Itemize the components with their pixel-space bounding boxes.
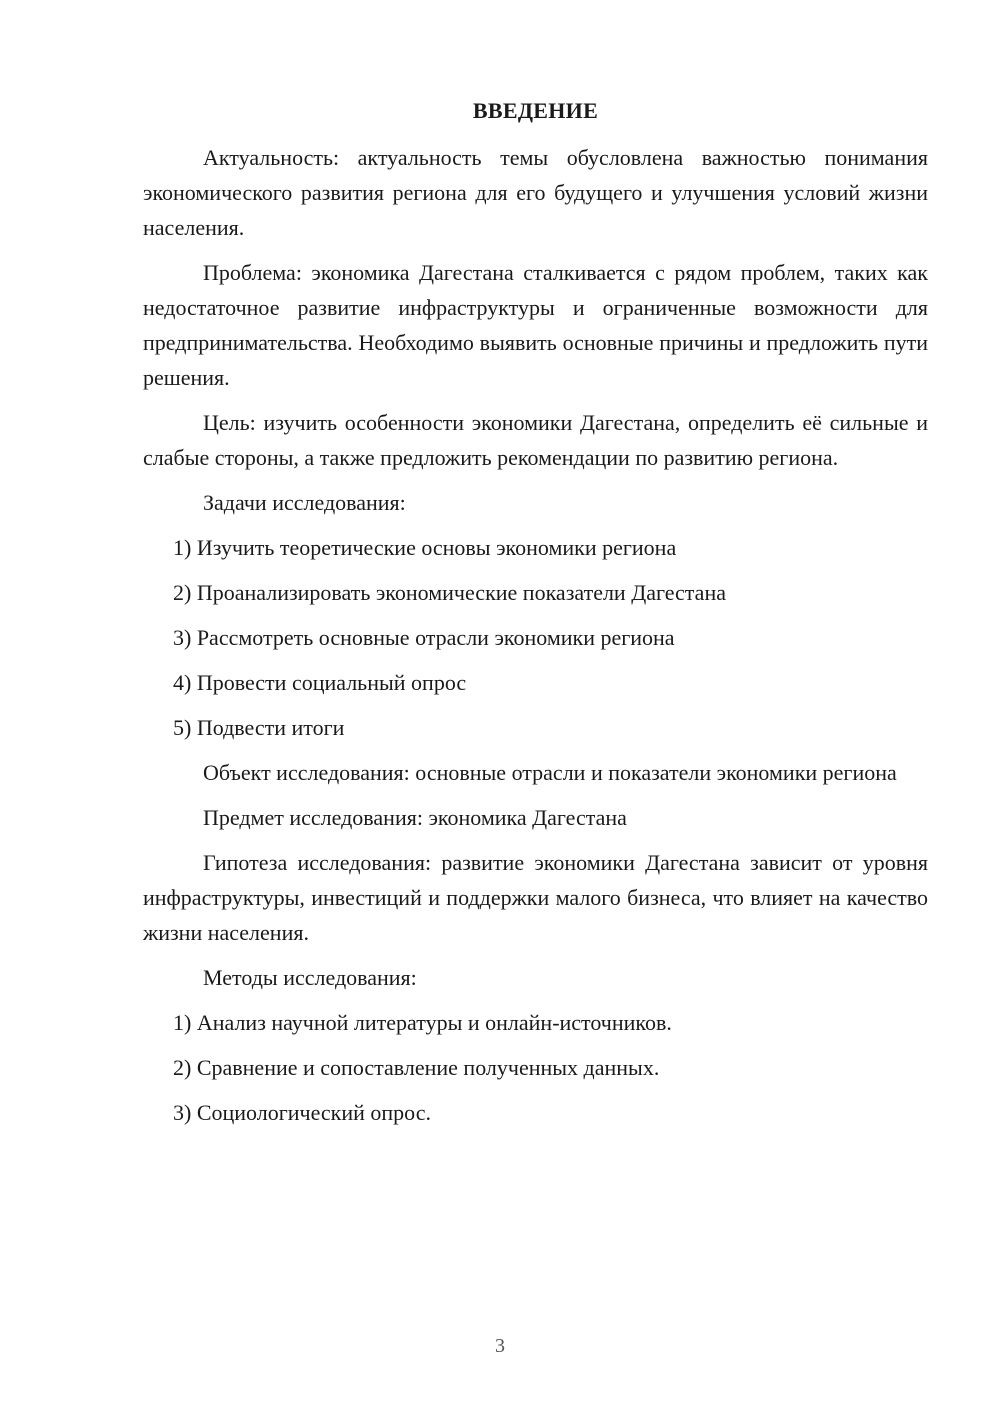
methods-label: Методы исследования: [203, 965, 417, 990]
tasks-label: Задачи исследования: [203, 490, 406, 515]
relevance-paragraph: Актуальность: актуальность темы обусловлена важностью понимания экономического развития региона для его будущего и улучшения условий жизни населения. [143, 145, 928, 240]
method-item: 3) Социологический опрос. [173, 1100, 431, 1125]
task-item: 5) Подвести итоги [173, 715, 345, 740]
section-heading: ВВЕДЕНИЕ [472, 98, 599, 123]
problem-paragraph: Проблема: экономика Дагестана сталкивается с рядом проблем, таких как недостаточное развитие инфраструктуры и ограниченные возможности для предпринимательства. Необходимо выявить основные причины и предложить пути решения. [143, 260, 928, 390]
task-item: 3) Рассмотреть основные отрасли экономики региона [173, 625, 675, 650]
task-item: 2) Проанализировать экономические показатели Дагестана [173, 580, 726, 605]
method-item: 2) Сравнение и сопоставление полученных данных. [173, 1055, 660, 1080]
page-number: 3 [495, 1335, 505, 1357]
hypothesis-paragraph: Гипотеза исследования: развитие экономики Дагестана зависит от уровня инфраструктуры, инвестиций и поддержки малого бизнеса, что влияет на качество жизни населения. [143, 850, 928, 945]
object-paragraph: Объект исследования: основные отрасли и показатели экономики региона [203, 760, 897, 785]
method-item: 1) Анализ научной литературы и онлайн-источников. [173, 1010, 672, 1035]
task-item: 4) Провести социальный опрос [173, 670, 467, 695]
goal-paragraph: Цель: изучить особенности экономики Дагестана, определить её сильные и слабые стороны, а также предложить рекомендации по развитию региона. [143, 410, 928, 470]
page-content [143, 96, 928, 1140]
task-item: 1) Изучить теоретические основы экономики региона [173, 535, 677, 560]
subject-paragraph: Предмет исследования: экономика Дагестана [203, 805, 627, 830]
